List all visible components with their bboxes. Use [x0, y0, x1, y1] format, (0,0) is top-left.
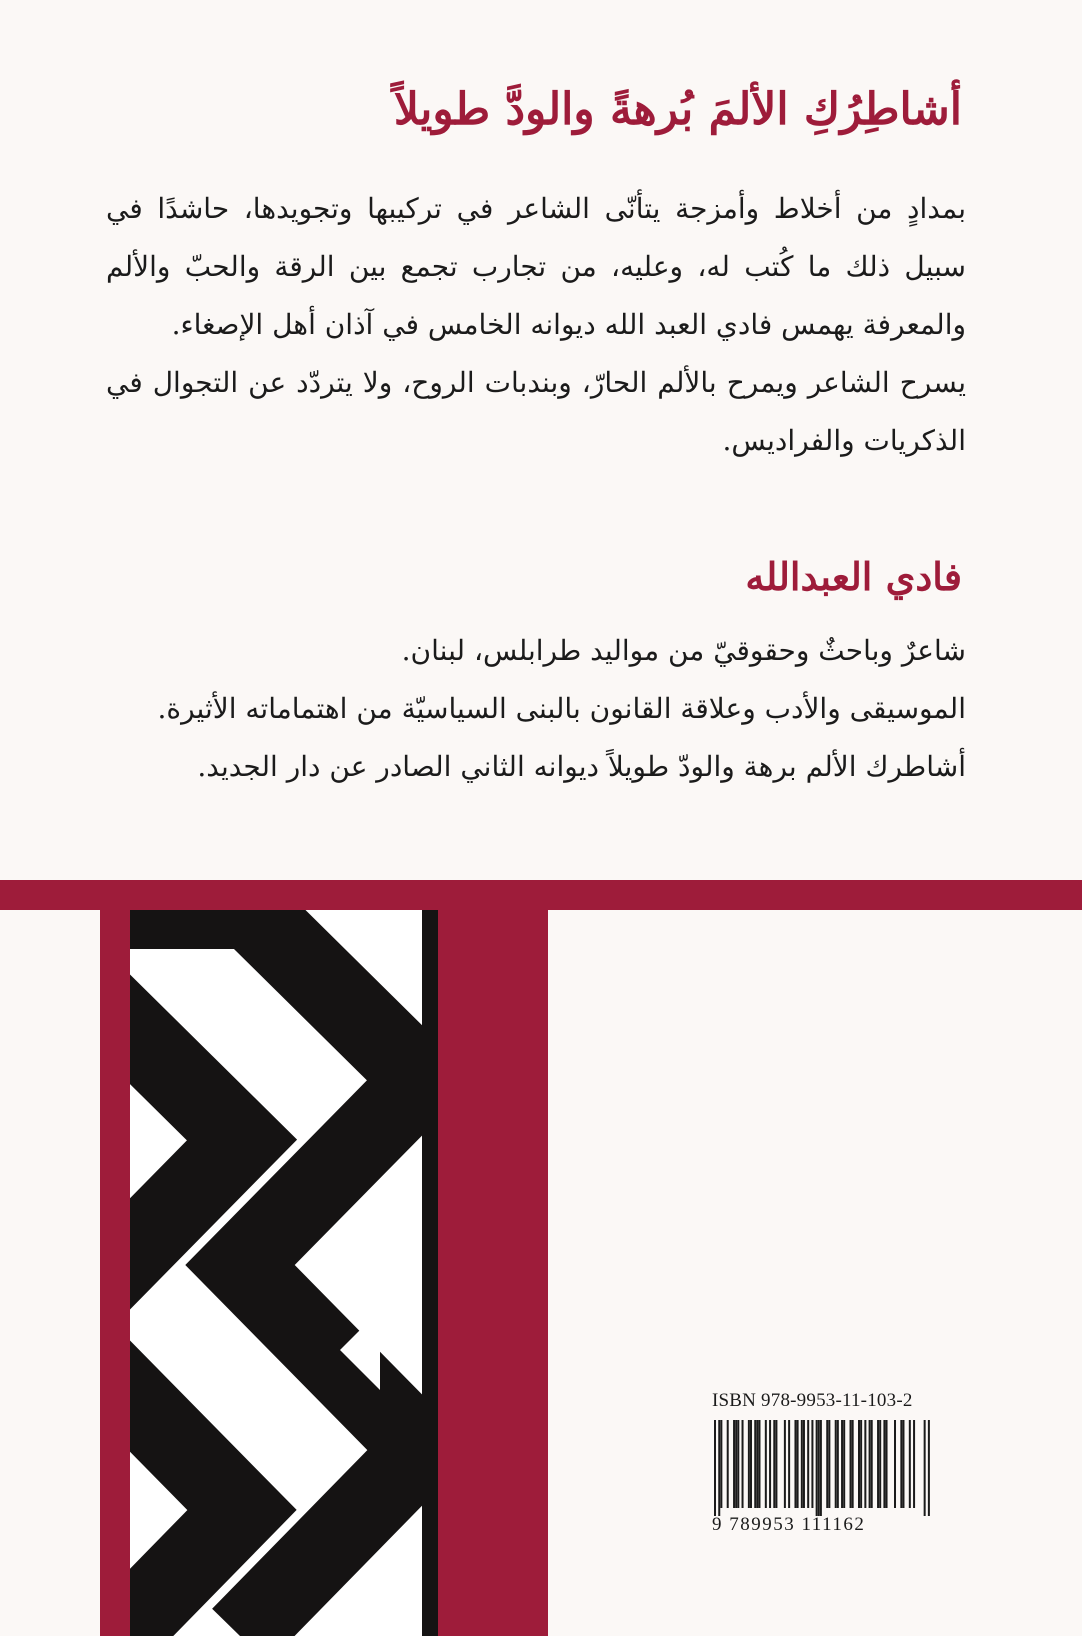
- barcode-bar: [852, 1420, 854, 1508]
- barcode-bar: [879, 1420, 881, 1508]
- barcode: [712, 1390, 930, 1540]
- barcode-bar: [850, 1420, 852, 1508]
- barcode-bar: [902, 1420, 904, 1508]
- barcode-bar: [788, 1420, 790, 1508]
- barcode-bar: [841, 1420, 843, 1508]
- barcode-bar: [883, 1420, 885, 1508]
- barcode-bar: [754, 1420, 756, 1508]
- barcode-bar: [750, 1420, 752, 1508]
- barcode-bar: [869, 1420, 871, 1508]
- barcode-bar: [794, 1420, 796, 1508]
- barcode-bar: [727, 1420, 729, 1508]
- crimson-stripe-right: [438, 880, 548, 1636]
- barcode-bar: [828, 1420, 830, 1508]
- barcode-bar: [720, 1420, 722, 1508]
- barcode-bar: [714, 1420, 716, 1516]
- barcode-bar: [877, 1420, 879, 1508]
- barcode-bar: [928, 1420, 930, 1516]
- barcode-bar: [886, 1420, 888, 1508]
- barcode-bar: [773, 1420, 775, 1508]
- barcode-bar: [756, 1420, 758, 1508]
- barcode-bar: [769, 1420, 771, 1508]
- barcode-bar: [894, 1420, 896, 1508]
- barcode-bar: [718, 1420, 720, 1516]
- barcode-bar: [748, 1420, 750, 1508]
- barcode-bar: [797, 1420, 799, 1508]
- barcode-bar: [909, 1420, 911, 1508]
- book-blurb: [106, 180, 966, 470]
- barcode-bar: [811, 1420, 813, 1508]
- barcode-bar: [801, 1420, 803, 1508]
- barcode-bar: [913, 1420, 915, 1508]
- barcode-bar: [784, 1420, 786, 1508]
- barcode-bar: [900, 1420, 902, 1508]
- blurb-paragraph: يسرح الشاعر ويمرح بالألم الحارّ، وبندبات الروح، ولا يتردّد عن التجوال في الذكريات والفراديس.: [106, 366, 966, 457]
- barcode-bar: [775, 1420, 777, 1508]
- author-bio: [106, 622, 966, 796]
- bio-line: الموسيقى والأدب وعلاقة القانون بالبنى السياسيّة من اهتماماته الأثيرة.: [157, 692, 966, 725]
- isbn-label: ISBN 978-9953-11-103-2: [712, 1390, 913, 1411]
- barcode-bar: [758, 1420, 760, 1508]
- barcode-bar: [837, 1420, 839, 1508]
- ean-13-barcode: [714, 1420, 930, 1516]
- barcode-bar: [733, 1420, 735, 1508]
- blurb-paragraph: بمدادٍ من أخلاط وأمزجة يتأنّى الشاعر في تركيبها وتجويدها، حاشدًا في سبيل ذلك ما كُتب له، وعليه، من تجارب تجمع بين الرقة والحبّ والألم والمعرفة يهمس فادي العبد الله ديوانه الخامس في آذان أهل الإصغاء.: [106, 192, 966, 341]
- barcode-bar: [871, 1420, 873, 1508]
- barcode-bar: [826, 1420, 828, 1508]
- barcode-bar: [735, 1420, 737, 1508]
- barcode-bar: [816, 1420, 818, 1516]
- barcode-bar: [737, 1420, 739, 1508]
- ean-digits: 9 789953 111162: [712, 1514, 866, 1535]
- barcode-bar: [765, 1420, 767, 1508]
- barcode-bar: [820, 1420, 822, 1516]
- chevron-pattern-graphic: [130, 910, 438, 1636]
- barcode-bar: [742, 1420, 744, 1508]
- barcode-bar: [835, 1420, 837, 1508]
- author-name: فادي العبدالله: [745, 554, 962, 599]
- bio-line: أشاطرك الألم برهة والودّ طويلاً ديوانه الثاني الصادر عن دار الجديد.: [197, 750, 966, 783]
- chevron-pattern: [130, 910, 438, 1636]
- barcode-bar: [843, 1420, 845, 1508]
- barcode-bar: [924, 1420, 926, 1516]
- barcode-bar: [803, 1420, 805, 1508]
- barcode-bar: [818, 1420, 820, 1516]
- crimson-stripe-left: [100, 880, 130, 1636]
- book-title: أشاطِرُكِ الألمَ بُرهةً والودَّ طويلاً: [393, 84, 962, 135]
- bio-line: شاعرٌ وباحثٌ وحقوقيّ من مواليد طرابلس، لبنان.: [401, 634, 966, 667]
- barcode-bar: [860, 1420, 862, 1508]
- barcode-bar: [858, 1420, 860, 1508]
- barcode-bar: [864, 1420, 866, 1508]
- barcode-bar: [807, 1420, 809, 1508]
